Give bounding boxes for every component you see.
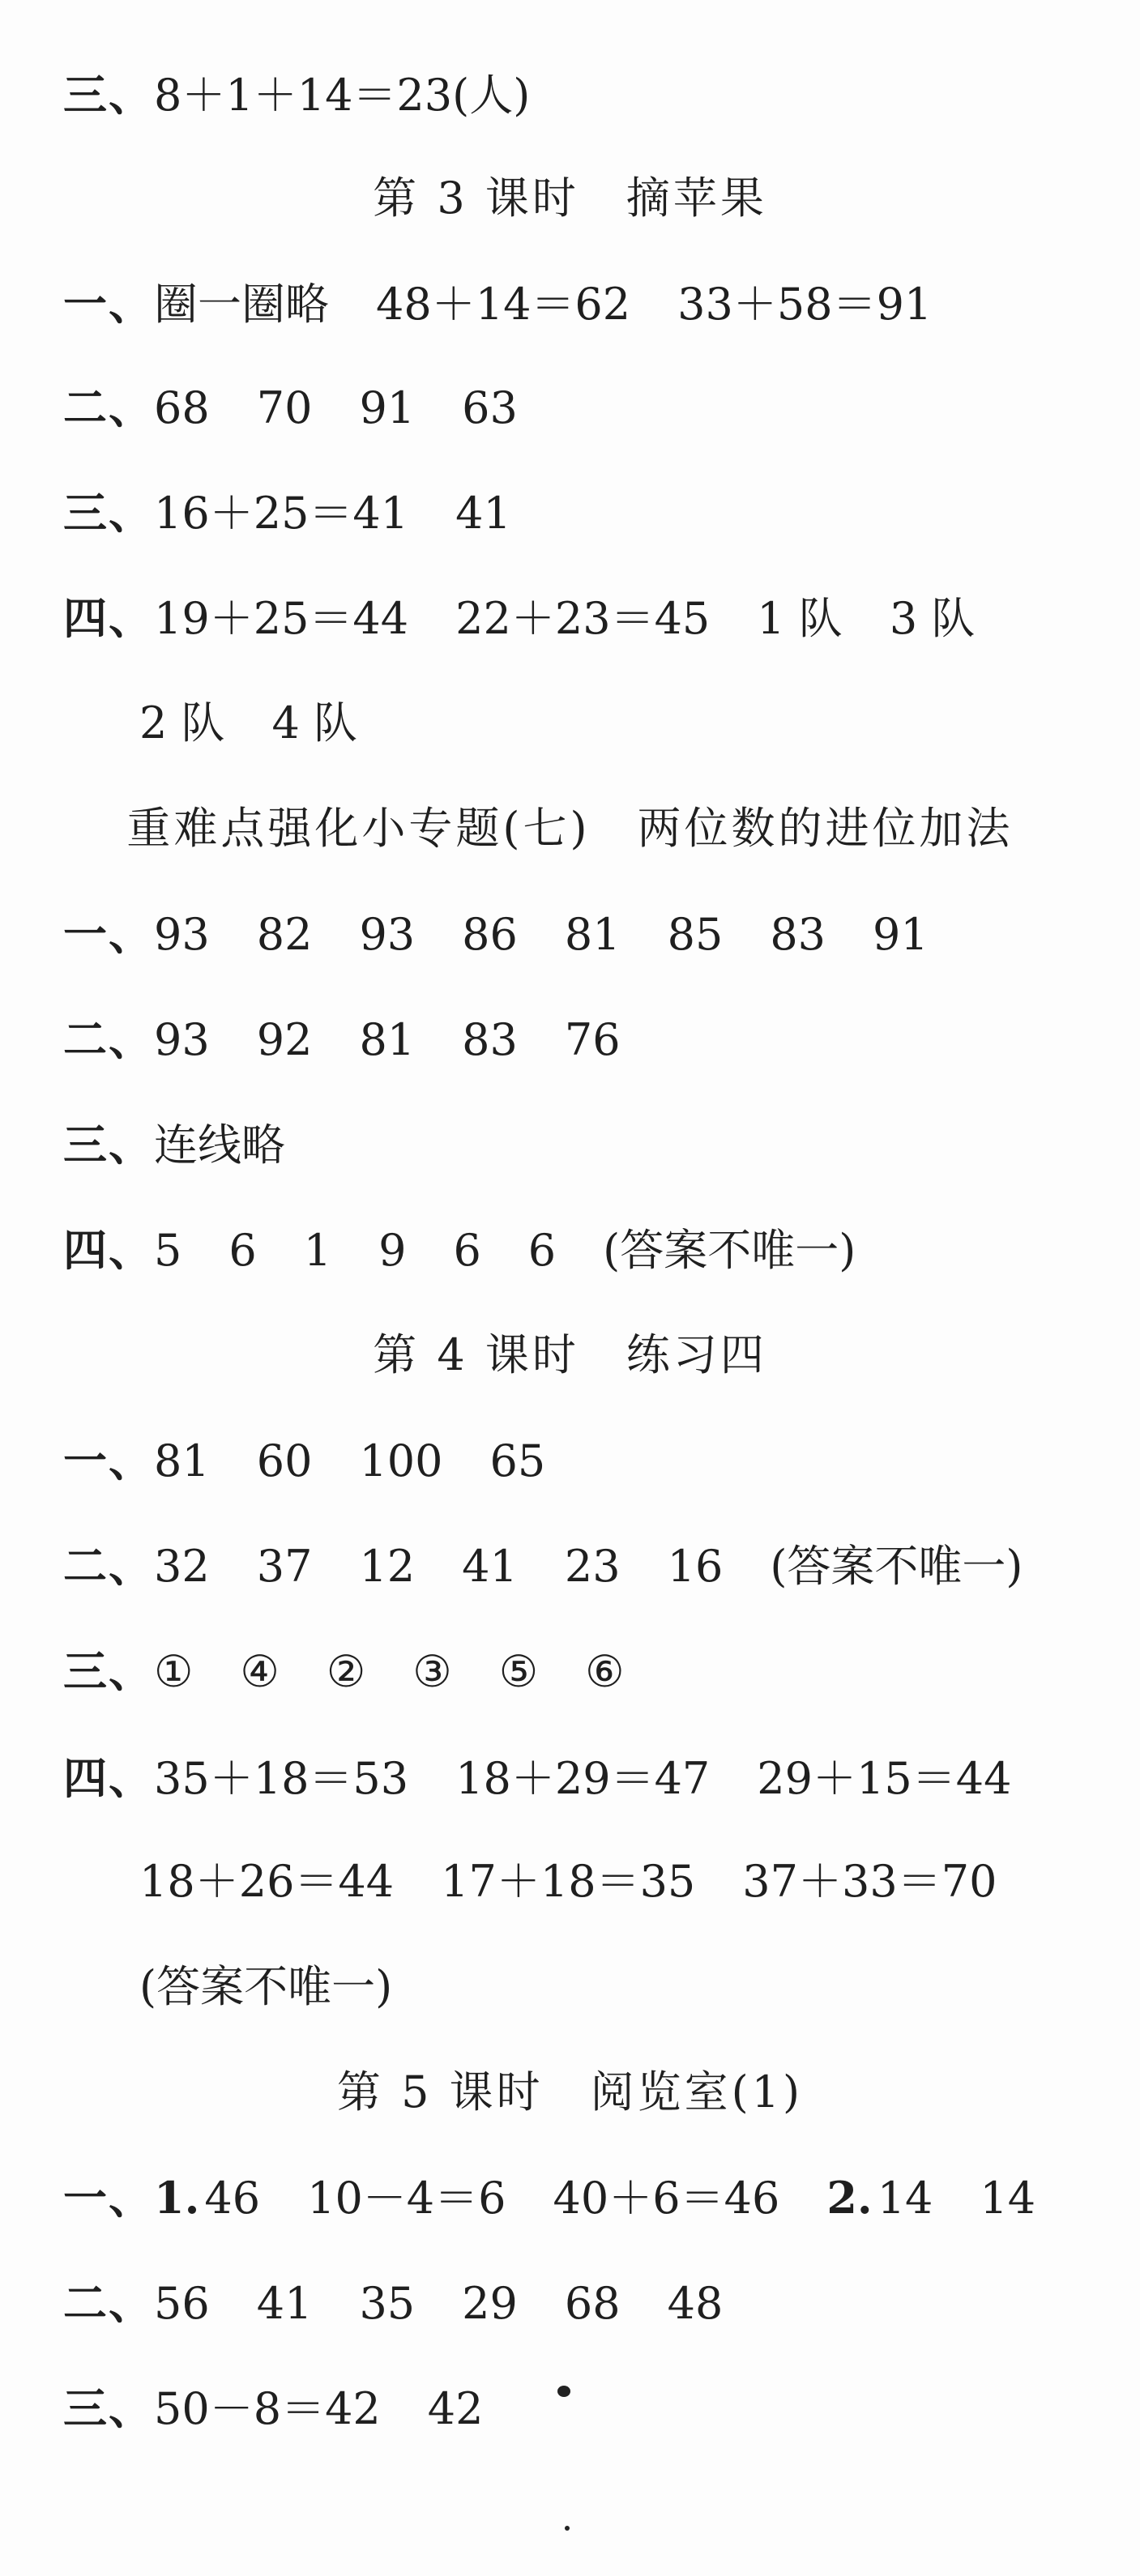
answer-item: 81	[154, 1435, 210, 1486]
answer-item: 17＋18＝35	[441, 1856, 696, 1907]
answer-item: 81	[564, 909, 621, 960]
answer-item: 48	[667, 2278, 724, 2329]
answer-item: 4 队	[271, 697, 358, 748]
answer-item: 37	[256, 1541, 313, 1592]
answer-item: ⑤	[498, 1646, 539, 1697]
answer-line	[0, 687, 1140, 760]
answer-item: 1 队	[757, 593, 843, 644]
answer-item: 68	[154, 382, 210, 433]
answer-line	[0, 1951, 1140, 2024]
question-number: 三、	[63, 1645, 154, 1697]
answer-item: 82	[256, 909, 313, 960]
answer-line	[0, 1424, 1140, 1497]
section-heading: 重难点强化小专题(七) 两位数的进位加法	[126, 803, 1014, 854]
ink-speck	[565, 2526, 570, 2531]
question-number: 一、	[63, 1435, 154, 1486]
answer-item: 18＋26＝44	[139, 1856, 395, 1907]
answer-item: 70	[256, 382, 313, 433]
answer-line	[0, 2267, 1140, 2339]
answer-item: ⑥	[585, 1646, 625, 1697]
answer-item: (答案不唯一)	[770, 1541, 1023, 1592]
answer-item: 5	[154, 1225, 182, 1276]
question-number: 三、	[63, 1119, 154, 1171]
answer-item: 连线略	[154, 1120, 285, 1171]
answer-line	[0, 1003, 1140, 1076]
answer-item: 1	[303, 1225, 332, 1276]
answer-item: 92	[256, 1014, 313, 1065]
answer-item: 2.	[826, 2172, 873, 2224]
answer-line	[0, 2161, 1140, 2234]
answer-item: 93	[359, 909, 416, 960]
answer-item: 83	[770, 909, 826, 960]
ink-speck	[557, 2386, 570, 2397]
answer-line	[0, 1529, 1140, 1602]
answer-item: 18＋29＝47	[455, 1753, 711, 1804]
answer-item: 81	[359, 1014, 416, 1065]
question-number: 二、	[63, 1540, 154, 1592]
answer-item: 6	[453, 1225, 481, 1276]
answer-item: 29＋15＝44	[757, 1753, 1012, 1804]
answer-item: 40＋6＝46	[553, 2173, 780, 2224]
answer-line	[0, 1845, 1140, 1918]
answer-item: 68	[564, 2278, 621, 2329]
answer-item: 33＋58＝91	[677, 279, 933, 330]
question-number: 三、	[63, 2382, 154, 2434]
question-number: 四、	[63, 592, 154, 644]
answer-item: (答案不唯一)	[139, 1961, 393, 2012]
answer-line	[0, 2372, 1140, 2445]
answer-line	[0, 267, 1140, 340]
answer-item: 16	[667, 1541, 724, 1592]
answer-item: 86	[462, 909, 518, 960]
answer-item: 32	[154, 1541, 210, 1592]
answer-item: 91	[873, 909, 929, 960]
answer-item: 3 队	[889, 593, 976, 644]
section-heading: 第 5 课时 阅览室(1)	[336, 2066, 804, 2118]
answer-line	[0, 1213, 1140, 1286]
question-number: 四、	[63, 1224, 154, 1276]
answer-item: 22＋23＝45	[455, 593, 711, 644]
answer-item: (答案不唯一)	[603, 1225, 856, 1276]
answer-item: ②	[326, 1646, 366, 1697]
answer-item: 41	[256, 2278, 313, 2329]
answer-item: 93	[154, 909, 210, 960]
section-heading: 第 4 课时 练习四	[373, 1329, 767, 1380]
question-number: 三、	[63, 69, 154, 121]
answer-item: 60	[256, 1435, 313, 1486]
answer-item: 23	[564, 1541, 621, 1592]
answer-item: 10－4＝6	[307, 2173, 506, 2224]
question-number: 三、	[63, 487, 154, 539]
answer-item: 16＋25＝41	[154, 488, 409, 539]
answer-item: 14	[877, 2173, 933, 2224]
answer-line	[0, 58, 1140, 131]
answer-item: ④	[240, 1646, 280, 1697]
answer-item: 93	[154, 1014, 210, 1065]
question-number: 四、	[63, 1752, 154, 1804]
answer-item: 9	[378, 1225, 407, 1276]
answer-item: 12	[359, 1541, 416, 1592]
answer-item: 41	[455, 488, 511, 539]
answer-item: 圈一圈略	[154, 279, 329, 330]
answer-line	[0, 476, 1140, 549]
answer-line	[0, 898, 1140, 970]
answer-item: 37＋33＝70	[742, 1856, 997, 1907]
answer-item: 83	[462, 1014, 518, 1065]
question-number: 二、	[63, 382, 154, 433]
answer-item: 19＋25＝44	[154, 593, 409, 644]
answer-item: 100	[359, 1435, 443, 1486]
answer-item: 48＋14＝62	[376, 279, 631, 330]
answer-item: ①	[154, 1646, 194, 1697]
question-number: 一、	[63, 278, 154, 330]
answer-item: 29	[462, 2278, 518, 2329]
question-number: 二、	[63, 2277, 154, 2329]
answer-item: 35	[359, 2278, 416, 2329]
answer-item: 6	[527, 1225, 557, 1276]
answer-item: 1.	[154, 2172, 200, 2224]
answer-item: 14	[980, 2173, 1036, 2224]
answer-line	[0, 371, 1140, 444]
answer-line	[0, 1108, 1140, 1181]
section-heading: 第 3 课时 摘苹果	[373, 173, 767, 224]
question-number: 二、	[63, 1013, 154, 1065]
answer-item: 63	[462, 382, 518, 433]
answer-item: 85	[667, 909, 724, 960]
answer-line	[0, 582, 1140, 655]
answer-line	[0, 1742, 1140, 1815]
answer-item: 46	[204, 2173, 261, 2224]
answer-item: 2 队	[139, 697, 225, 748]
question-number: 一、	[63, 908, 154, 960]
answer-item: 56	[154, 2278, 210, 2329]
answer-item: 8＋1＋14＝23(人)	[154, 70, 531, 121]
answer-item: ③	[412, 1646, 452, 1697]
answer-item: 76	[564, 1014, 621, 1065]
answer-item: 50－8＝42	[154, 2383, 381, 2434]
answer-item: 42	[427, 2383, 484, 2434]
answer-item: 91	[359, 382, 416, 433]
answer-item: 6	[228, 1225, 257, 1276]
answer-item: 41	[462, 1541, 518, 1592]
question-number: 一、	[63, 2172, 154, 2224]
answer-line	[0, 1635, 1140, 1708]
answer-item: 35＋18＝53	[154, 1753, 409, 1804]
answer-item: 65	[489, 1435, 546, 1486]
